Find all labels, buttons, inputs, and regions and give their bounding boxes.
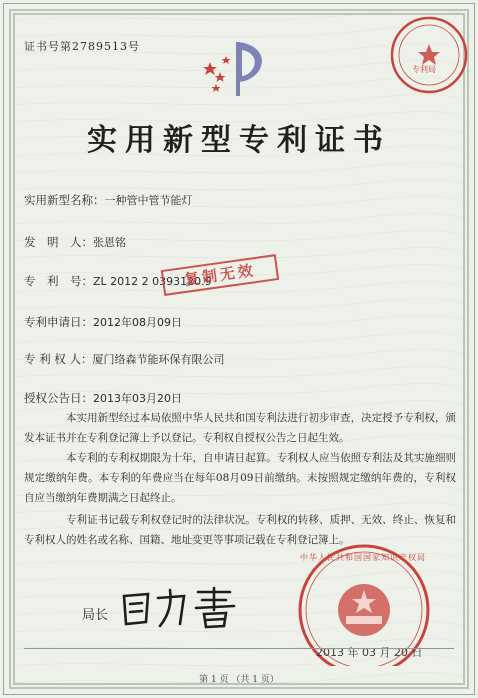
filing-date-label: 专利申请日： bbox=[24, 315, 93, 329]
model-name-row bbox=[24, 192, 193, 208]
grant-date-row bbox=[24, 390, 182, 406]
certificate-title: 实用新型专利证书 bbox=[87, 123, 391, 158]
grant-date-label: 授权公告日： bbox=[24, 391, 93, 405]
page-footer: 第 1 页 （共 1 页） bbox=[199, 675, 279, 685]
filing-date-value: 2012年08月09日 bbox=[93, 316, 182, 329]
patent-number-value: ZL 2012 2 0393120.9 bbox=[93, 275, 212, 288]
paragraph-term: 本专利的专利权期限为十年，自申请日起算。专利权人应当依照专利法及其实施细则规定缴纳年费。本专利的年费应当在每年08月09日前缴纳。未按照规定缴纳年费的，专利权自应当缴纳年费期满之日起终止。 bbox=[24, 452, 456, 504]
copy-invalid-stamp: 复制无效 bbox=[161, 254, 279, 296]
patent-number-label: 专 利 号： bbox=[24, 274, 93, 288]
patent-office-seal-icon bbox=[388, 14, 470, 96]
top-seal-text: 专利局 bbox=[412, 65, 436, 74]
patentee-row bbox=[24, 351, 224, 367]
certificate-number: 证书号第2789513号 bbox=[24, 40, 140, 53]
paragraph-legal-status: 专利证书记载专利权登记时的法律状况。专利权的转移、质押、无效、终止、恢复和专利权人的姓名或名称、国籍、地址变更等事项记载在专利登记簿上。 bbox=[24, 514, 456, 546]
paragraph-grant: 本实用新型经过本局依照中华人民共和国专利法进行初步审查，决定授予专利权，颁发本证书并在专利登记簿上予以登记。专利权自授权公告之日起生效。 bbox=[24, 412, 456, 444]
inventor-row bbox=[24, 234, 126, 250]
national-seal-text: 中华人民共和国国家知识产权局 bbox=[300, 553, 426, 562]
grant-date-value: 2013年03月20日 bbox=[93, 392, 182, 405]
patent-office-logo-icon bbox=[198, 38, 278, 100]
filing-date-row bbox=[24, 314, 182, 330]
patentee-value: 厦门络森节能环保有限公司 bbox=[92, 353, 225, 366]
inventor-value: 张恩铭 bbox=[93, 236, 126, 249]
model-name-label: 实用新型名称： bbox=[24, 193, 105, 207]
model-name-value: 一种管中管节能灯 bbox=[104, 194, 193, 207]
seal-date: 2013 年 03 月 20 日 bbox=[316, 646, 423, 659]
director-signature-icon bbox=[118, 584, 248, 630]
signatory-label: 局长 bbox=[82, 608, 109, 623]
inventor-label: 发 明 人： bbox=[24, 235, 93, 249]
footer-divider bbox=[24, 648, 454, 649]
patentee-label: 专 利 权 人： bbox=[24, 352, 93, 366]
